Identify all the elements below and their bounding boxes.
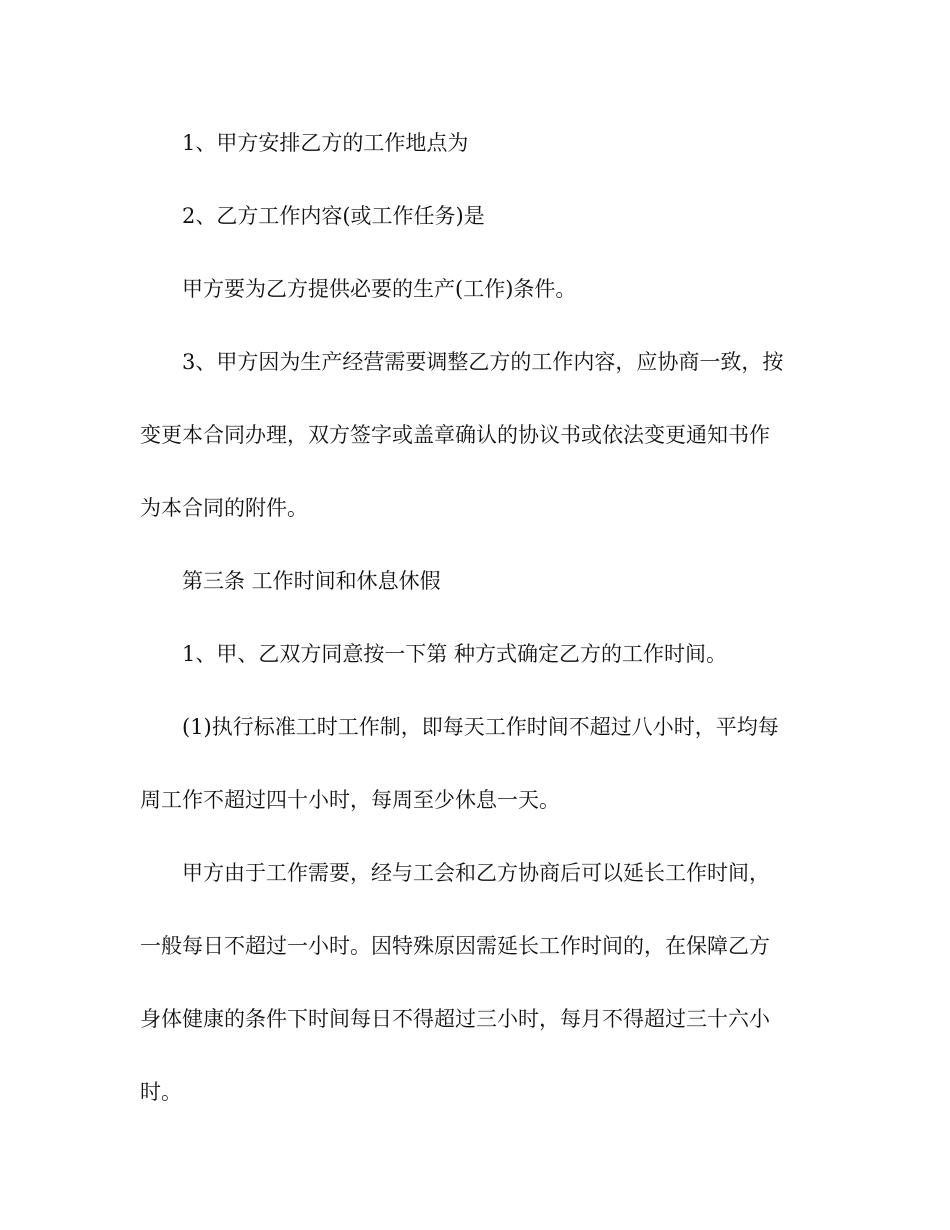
paragraph-line: 甲方由于工作需要，经与工会和乙方协商后可以延长工作时间，: [182, 861, 770, 885]
paragraph-line: 1、甲、乙双方同意按一下第 种方式确定乙方的工作时间。: [182, 642, 728, 666]
paragraph-line: 身体健康的条件下时间每日不得超过三小时，每月不得超过三十六小: [140, 1007, 770, 1031]
paragraph-line: 一般每日不超过一小时。因特殊原因需延长工作时间的，在保障乙方: [140, 934, 770, 958]
paragraph-line: 3、甲方因为生产经营需要调整乙方的工作内容，应协商一致，按: [182, 350, 784, 374]
section-heading: 第三条 工作时间和休息休假: [182, 569, 441, 593]
paragraph-line: 1、甲方安排乙方的工作地点为: [182, 131, 469, 155]
paragraph-line: 变更本合同办理，双方签字或盖章确认的协议书或依法变更通知书作: [140, 423, 770, 447]
paragraph-line: 周工作不超过四十小时，每周至少休息一天。: [140, 788, 560, 812]
paragraph-line: 为本合同的附件。: [140, 496, 308, 520]
paragraph-line: 2、乙方工作内容(或工作任务)是: [182, 204, 485, 228]
document-body: [140, 123, 805, 1145]
paragraph-line: 时。: [140, 1080, 182, 1104]
paragraph-line: 甲方要为乙方提供必要的生产(工作)条件。: [182, 277, 577, 301]
paragraph-line: (1)执行标准工时工作制，即每天工作时间不超过八小时，平均每: [182, 715, 779, 739]
